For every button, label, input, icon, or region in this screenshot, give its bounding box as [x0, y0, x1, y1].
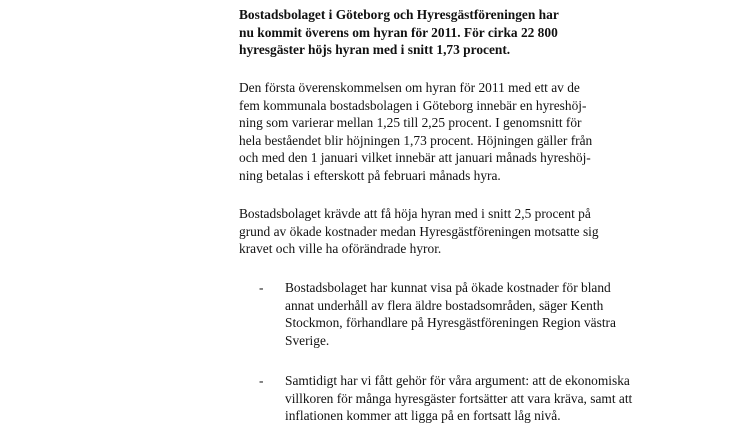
- bullet-dash: -: [259, 280, 264, 295]
- paragraph-line: fem kommunala bostadsbolagen i Göteborg innebär en hyreshöj-: [239, 97, 587, 113]
- bullet-dash: -: [259, 373, 264, 388]
- paragraph-line: grund av ökade kostnader medan Hyresgästföreningen motsatte sig: [239, 223, 599, 239]
- paragraph-line: Bostadsbolaget krävde att få höja hyran med i snitt 2,5 procent på: [239, 206, 591, 221]
- bullet-line: Samtidigt har vi fått gehör för våra argument: att de ekonomiska: [285, 373, 630, 388]
- lead-paragraph: [239, 6, 639, 59]
- paragraph-line: och med den 1 januari vilket innebär att januari månads hyreshöj-: [239, 150, 591, 165]
- lead-line: Bostadsbolaget i Göteborg och Hyresgästföreningen har: [239, 7, 559, 22]
- bullet-line: villkoren för många hyresgäster fortsätter att vara kräva, samt att: [285, 390, 633, 406]
- paragraph-line: Den första överenskommelsen om hyran för 2011 med ett av de: [239, 80, 580, 95]
- bullet-text: [285, 372, 685, 425]
- bullet-line: annat underhåll av flera äldre bostadsområden, säger Kenth: [285, 297, 604, 313]
- paragraph-line: hela beståendet blir höjningen 1,73 procent. Höjningen gäller från: [239, 132, 593, 148]
- bullet-text: [285, 279, 685, 349]
- paragraph-line: ning betalas i efterskott på februari månads hyra.: [239, 167, 501, 183]
- paragraph-line: kravet och ville ha oförändrade hyror.: [239, 241, 442, 256]
- lead-line: hyresgäster höjs hyran med i snitt 1,73 procent.: [239, 42, 511, 57]
- bullet-line: Sverige.: [285, 332, 330, 348]
- body-paragraph-1: [239, 79, 659, 184]
- bullet-line: inflationen kommer att ligga på en fortsatt låg nivå.: [285, 408, 561, 423]
- bullet-line: Stockmon, förhandlare på Hyresgästföreningen Region västra: [285, 315, 616, 330]
- paragraph-line: ning som varierar mellan 1,25 till 2,25 procent. I genomsnitt för: [239, 115, 582, 130]
- lead-line: nu kommit överens om hyran för 2011. För cirka 22 800: [239, 24, 558, 40]
- bullet-line: Bostadsbolaget har kunnat visa på ökade kostnader för bland: [285, 280, 611, 295]
- body-paragraph-2: [239, 205, 659, 258]
